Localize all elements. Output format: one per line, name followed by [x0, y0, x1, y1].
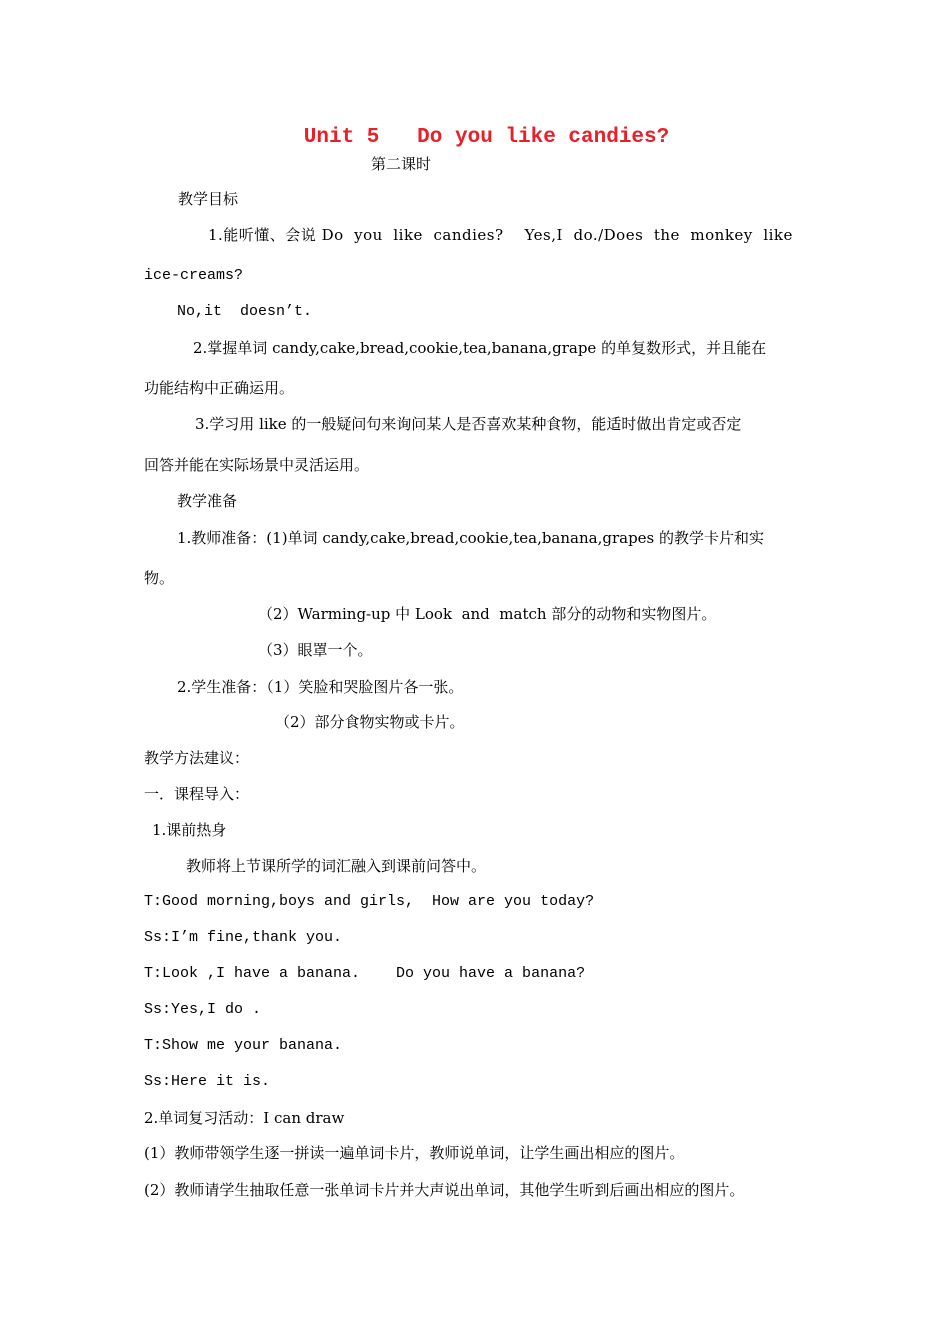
vocab-activity-step-1: (1）教师带领学生逐一拼读一遍单词卡片，教师说单词，让学生画出相应的图片。 [144, 1144, 685, 1162]
dialogue-line: Ss:Here it is. [144, 1073, 271, 1090]
section-heading-methods: 教学方法建议： [144, 749, 250, 767]
dialogue-line: Ss:Yes,I do . [144, 1001, 262, 1018]
section-heading-preparation: 教学准备 [177, 492, 238, 510]
objective-1-answer: No,it doesn’t. [177, 303, 313, 320]
warmup-description: 教师将上节课所学的词汇融入到课前问答中。 [186, 857, 487, 875]
dialogue-line: Ss:I’m fine,thank you. [144, 929, 343, 946]
section-heading-objectives: 教学目标 [178, 190, 239, 208]
step-heading-intro: 一．课程导入： [144, 785, 250, 803]
student-preparation-2: （2）部分食物实物或卡片。 [275, 713, 465, 731]
dialogue-line: T:Look ,I have a banana. Do you have a banana? [144, 965, 586, 982]
objective-3-cont: 回答并能在实际场景中灵活运用。 [144, 456, 370, 474]
vocab-activity-step-2: (2）教师请学生抽取任意一张单词卡片并大声说出单词，其他学生听到后画出相应的图片。 [144, 1181, 745, 1199]
objective-1: 1.能听懂、会说 Do you like candies? Yes,I do./Does the monkey like [208, 226, 793, 244]
teacher-preparation: 1.教师准备：(1)单词 candy,cake,bread,cookie,tea,banana,grapes 的教学卡片和实 [177, 529, 765, 547]
teacher-preparation-cont: 物。 [144, 569, 175, 587]
teacher-preparation-2: （2）Warming-up 中 Look and match 部分的动物和实物图片。 [258, 605, 717, 623]
objective-2-cont: 功能结构中正确运用。 [144, 379, 295, 397]
vocab-activity-heading: 2.单词复习活动：I can draw [144, 1109, 345, 1127]
dialogue-line: T:Show me your banana. [144, 1037, 343, 1054]
lesson-period: 第二课时 [371, 155, 432, 173]
objective-1-cont: ice-creams? [144, 267, 244, 284]
objective-3: 3.学习用 like 的一般疑问句来询问某人是否喜欢某种食物，能适时做出肯定或否定 [195, 415, 742, 433]
objective-2: 2.掌握单词 candy,cake,bread,cookie,tea,banana,grape 的单复数形式，并且能在 [193, 339, 767, 357]
document-title: Unit 5 Do you like candies? [303, 126, 670, 149]
teacher-preparation-3: （3）眼罩一个。 [258, 641, 373, 659]
dialogue-line: T:Good morning,boys and girls, How are you today? [144, 893, 595, 910]
warmup-heading: 1.课前热身 [152, 821, 227, 839]
student-preparation: 2.学生准备：（1）笑脸和哭脸图片各一张。 [177, 678, 464, 696]
